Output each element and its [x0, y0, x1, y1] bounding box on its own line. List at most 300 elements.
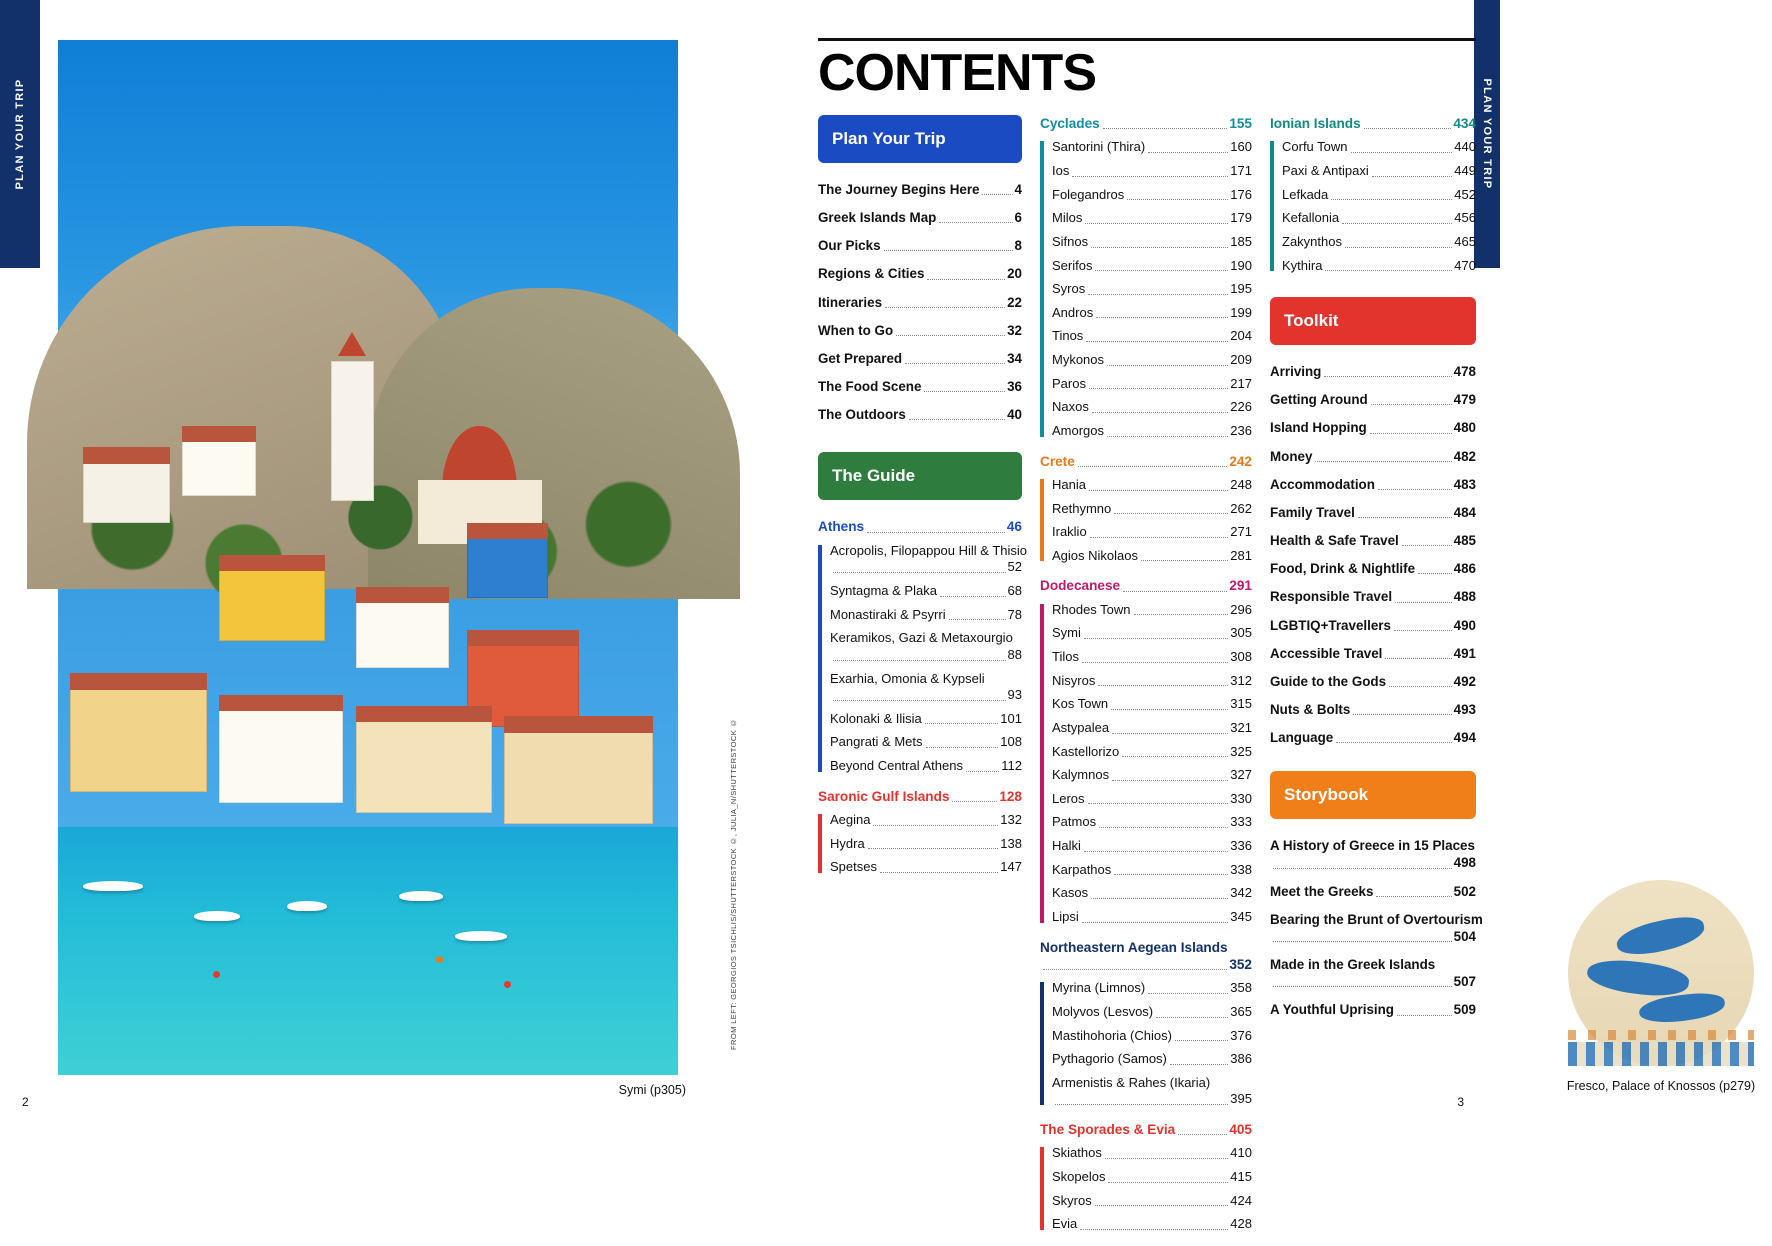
toc-page: 465 — [1454, 233, 1476, 249]
toc-entry[interactable] — [1052, 602, 1252, 619]
toc-label: Myrina (Limnos) — [1052, 980, 1146, 996]
toc-entry[interactable] — [1282, 139, 1476, 156]
toc-page: 160 — [1230, 139, 1252, 155]
leader-dots — [1148, 993, 1228, 994]
toc-entry[interactable] — [818, 406, 1022, 423]
leader-dots — [833, 572, 1006, 573]
leader-dots — [1078, 466, 1228, 467]
toc-section-sporades[interactable] — [1040, 1121, 1252, 1138]
toc-entry[interactable] — [1270, 588, 1476, 605]
toc-label: Itineraries — [818, 294, 883, 310]
toc-label: Ionian Islands — [1270, 116, 1361, 131]
toc-label: Hania — [1052, 476, 1086, 492]
toc-page: 498 — [1453, 855, 1476, 871]
toc-page: 8 — [1014, 238, 1022, 254]
photo-boat — [399, 891, 443, 901]
toc-entry[interactable] — [1052, 649, 1252, 666]
toc-entry[interactable] — [1270, 1001, 1476, 1018]
photo-building — [70, 684, 206, 792]
photo-building — [219, 706, 343, 803]
leader-dots — [1273, 941, 1452, 942]
leader-dots — [1043, 969, 1227, 970]
toc-page: 308 — [1230, 649, 1252, 665]
toc-label: Milos — [1052, 210, 1083, 226]
toc-entry[interactable] — [1270, 560, 1476, 577]
contents-column-1 — [818, 115, 1028, 1246]
leader-dots — [885, 307, 1005, 308]
toc-entry[interactable] — [1052, 1028, 1252, 1045]
toc-page: 52 — [1007, 559, 1022, 575]
toc-page: 485 — [1453, 533, 1476, 549]
leader-dots — [1418, 573, 1452, 574]
toc-page: 93 — [1007, 687, 1022, 703]
toc-page: 101 — [1000, 710, 1022, 726]
toc-entry[interactable] — [1270, 448, 1476, 465]
toc-label: Syntagma & Plaka — [830, 583, 937, 599]
toc-page: 242 — [1229, 453, 1252, 469]
toc-page: 46 — [1006, 519, 1022, 535]
toc-page: 147 — [1000, 859, 1022, 875]
leader-dots — [1082, 662, 1228, 663]
toc-page: 132 — [1000, 812, 1022, 828]
photo-building — [356, 716, 492, 813]
toc-page: 321 — [1230, 719, 1252, 735]
toc-page: 478 — [1453, 364, 1476, 380]
toc-entry[interactable] — [818, 322, 1022, 339]
toc-section-cyclades[interactable] — [1040, 115, 1252, 132]
leader-dots — [884, 250, 1013, 251]
toc-label: Northeastern Aegean Islands — [1040, 939, 1228, 955]
toc-label: Mastihohoria (Chios) — [1052, 1027, 1172, 1043]
toc-page: 78 — [1007, 606, 1022, 622]
badge-the-guide: The Guide — [818, 452, 1022, 500]
toc-entry[interactable] — [1052, 838, 1252, 855]
contents-column-2 — [1040, 115, 1252, 1246]
page-title: CONTENTS — [818, 44, 1096, 102]
leader-dots — [1336, 742, 1451, 743]
toc-page: 494 — [1453, 730, 1476, 746]
toc-label: LGBTIQ+Travellers — [1270, 617, 1391, 633]
athens-sub-list — [818, 542, 1028, 775]
leader-dots — [833, 700, 1006, 701]
toc-entry[interactable] — [830, 812, 1022, 829]
toc-entry[interactable] — [1270, 363, 1476, 380]
toc-entry[interactable] — [818, 378, 1022, 395]
toc-section-northeastern[interactable] — [1040, 939, 1252, 974]
leader-dots — [833, 660, 1006, 661]
leader-dots — [1273, 868, 1452, 869]
toc-label: Syros — [1052, 281, 1086, 297]
toc-label: Paxi & Antipaxi — [1282, 163, 1369, 179]
toc-entry[interactable] — [1270, 911, 1483, 945]
toc-entry[interactable] — [1270, 701, 1476, 718]
photo-building — [504, 727, 653, 824]
toc-entry[interactable] — [1052, 210, 1252, 227]
toc-section-crete[interactable] — [1040, 453, 1252, 470]
leader-dots — [924, 391, 1005, 392]
leader-dots — [909, 419, 1005, 420]
toc-entry[interactable] — [1270, 837, 1476, 871]
leader-dots — [1103, 128, 1228, 129]
side-tab-left-label: PLAN YOUR TRIP — [14, 78, 26, 190]
plan-your-trip-list — [818, 181, 1022, 423]
toc-label: Made in the Greek Islands — [1270, 957, 1436, 973]
toc-entry[interactable] — [830, 734, 1022, 751]
toc-label: Guide to the Gods — [1270, 673, 1387, 689]
toc-entry[interactable] — [1052, 885, 1252, 902]
toc-label: Ios — [1052, 163, 1070, 179]
toc-page: 291 — [1229, 578, 1252, 594]
leader-dots — [966, 771, 999, 772]
leader-dots — [1364, 128, 1452, 129]
toc-entry[interactable] — [818, 294, 1022, 311]
toc-label: Money — [1270, 448, 1313, 464]
title-rule — [818, 38, 1476, 41]
toc-entry[interactable] — [1270, 673, 1476, 690]
toc-page: 415 — [1230, 1169, 1252, 1185]
toc-label: Lefkada — [1282, 186, 1329, 202]
toc-page: 271 — [1230, 524, 1252, 540]
toc-page: 32 — [1007, 322, 1022, 338]
toc-entry[interactable] — [1270, 729, 1476, 746]
toc-page: 4 — [1014, 182, 1022, 197]
leader-dots — [1315, 461, 1451, 462]
toc-page: 405 — [1229, 1122, 1252, 1138]
toc-page: 128 — [999, 788, 1022, 804]
toc-page: 470 — [1454, 257, 1476, 273]
toc-page: 281 — [1230, 547, 1252, 563]
toc-page: 492 — [1453, 673, 1476, 689]
toc-entry[interactable] — [1270, 504, 1476, 521]
photo-roof — [70, 673, 206, 689]
toc-page: 68 — [1007, 583, 1022, 599]
toc-entry[interactable] — [830, 758, 1022, 775]
leader-dots — [1372, 176, 1453, 177]
toc-entry[interactable] — [1052, 305, 1252, 322]
toc-page: 490 — [1453, 617, 1476, 633]
toc-entry[interactable] — [818, 350, 1022, 367]
toc-page: 428 — [1230, 1216, 1252, 1232]
leader-dots — [1170, 1064, 1228, 1065]
toc-label: Naxos — [1052, 399, 1089, 415]
contents-column-3 — [1270, 115, 1483, 1246]
toc-entry[interactable] — [1270, 532, 1476, 549]
toc-entry[interactable] — [1052, 376, 1252, 393]
toc-page: 479 — [1453, 392, 1476, 408]
toc-label: Kolonaki & Ilisia — [830, 710, 922, 726]
photo-building — [356, 598, 449, 668]
leader-dots — [1148, 152, 1228, 153]
toc-entry[interactable] — [1282, 234, 1476, 251]
leader-dots — [949, 619, 1006, 620]
toc-page: 179 — [1230, 210, 1252, 226]
toc-entry[interactable] — [830, 542, 1028, 576]
toc-entry[interactable] — [1052, 1075, 1252, 1108]
toc-label: Kos Town — [1052, 696, 1109, 712]
toc-label: Kythira — [1282, 257, 1323, 273]
storybook-list — [1270, 837, 1483, 1018]
toc-entry[interactable] — [1270, 391, 1476, 408]
toc-entry[interactable] — [1052, 814, 1252, 831]
toc-entry[interactable] — [1052, 791, 1252, 808]
toc-entry[interactable] — [1282, 163, 1476, 180]
photo-boat — [194, 911, 240, 921]
toc-label: Dodecanese — [1040, 578, 1121, 594]
toc-page: 376 — [1230, 1027, 1252, 1043]
toc-entry[interactable] — [830, 607, 1022, 624]
toc-entry[interactable] — [1052, 862, 1252, 879]
toc-entry[interactable] — [1282, 258, 1476, 275]
leader-dots — [896, 335, 1005, 336]
toc-page: 226 — [1230, 399, 1252, 415]
photo-roof — [467, 630, 579, 646]
toc-label: Nuts & Bolts — [1270, 702, 1351, 718]
leader-dots — [926, 747, 999, 748]
toc-page: 484 — [1453, 504, 1476, 520]
toc-page: 327 — [1230, 767, 1252, 783]
leader-dots — [1178, 1134, 1227, 1135]
toc-section-ionian[interactable] — [1270, 115, 1476, 132]
toc-entry[interactable] — [1052, 1145, 1252, 1162]
toc-label: Kasos — [1052, 885, 1089, 901]
toc-entry[interactable] — [1052, 767, 1252, 784]
leader-dots — [905, 363, 1005, 364]
toc-label: Get Prepared — [818, 350, 903, 366]
leader-dots — [927, 279, 1005, 280]
leader-dots — [1378, 489, 1452, 490]
symi-photo — [58, 40, 678, 1075]
toc-label: Agios Nikolaos — [1052, 547, 1138, 563]
toc-label: Keramikos, Gazi & Metaxourgio — [830, 630, 1013, 646]
toc-entry[interactable] — [1052, 1004, 1252, 1021]
contents-columns — [818, 115, 1483, 1246]
photo-harbour-water — [58, 827, 678, 1075]
photo-roof — [83, 447, 170, 463]
leader-dots — [1324, 376, 1451, 377]
toc-entry[interactable] — [1052, 281, 1252, 298]
toc-entry[interactable] — [1270, 883, 1476, 900]
photo-caption: Symi (p305) — [618, 1083, 686, 1097]
toc-entry[interactable] — [1282, 210, 1476, 227]
leader-dots — [1090, 537, 1229, 538]
toc-label: Iraklio — [1052, 524, 1087, 540]
toc-page: 410 — [1230, 1145, 1252, 1161]
toolkit-list — [1270, 363, 1476, 746]
toc-entry[interactable] — [1270, 956, 1476, 990]
fresco-caption: Fresco, Palace of Knossos (p279) — [1566, 1079, 1756, 1093]
toc-entry[interactable] — [830, 583, 1022, 600]
page-number-right: 3 — [1457, 1095, 1464, 1109]
toc-entry[interactable] — [818, 237, 1022, 254]
toc-label: Tilos — [1052, 649, 1079, 665]
photo-boat — [455, 931, 507, 941]
toc-entry[interactable] — [1052, 139, 1252, 156]
badge-toolkit: Toolkit — [1270, 297, 1476, 345]
leader-dots — [873, 825, 998, 826]
toc-label: Leros — [1052, 790, 1085, 806]
leader-dots — [1112, 733, 1228, 734]
toc-entry[interactable] — [1052, 187, 1252, 204]
toc-entry[interactable] — [1052, 234, 1252, 251]
toc-entry[interactable] — [830, 630, 1022, 663]
leader-dots — [1331, 199, 1452, 200]
toc-label: Skiathos — [1052, 1145, 1102, 1161]
toc-label: Rethymno — [1052, 500, 1112, 516]
toc-entry[interactable] — [818, 209, 1022, 226]
toc-entry[interactable] — [830, 836, 1022, 853]
toc-label: Aegina — [830, 812, 871, 828]
toc-label: Pythagorio (Samos) — [1052, 1051, 1167, 1067]
toc-label: Acropolis, Filopappou Hill & Thisio — [830, 542, 1028, 558]
leader-dots — [1099, 827, 1228, 828]
toc-label: Zakynthos — [1282, 233, 1342, 249]
toc-label: Amorgos — [1052, 422, 1105, 438]
leader-dots — [1342, 223, 1452, 224]
toc-entry[interactable] — [1052, 1193, 1252, 1210]
toc-page: 112 — [1001, 758, 1022, 774]
leader-dots — [1095, 1205, 1229, 1206]
toc-label: A Youthful Uprising — [1270, 1002, 1394, 1018]
toc-entry[interactable] — [1270, 476, 1476, 493]
leader-dots — [939, 222, 1012, 223]
leader-dots — [940, 596, 1006, 597]
leader-dots — [867, 532, 1005, 533]
leader-dots — [1353, 714, 1451, 715]
toc-page: 176 — [1230, 186, 1252, 202]
toc-label: Karpathos — [1052, 861, 1112, 877]
toc-entry[interactable] — [1270, 419, 1476, 436]
toc-entry[interactable] — [1052, 909, 1252, 926]
toc-page: 236 — [1230, 422, 1252, 438]
toc-page: 456 — [1454, 210, 1476, 226]
leader-dots — [880, 872, 998, 873]
toc-label: Corfu Town — [1282, 139, 1348, 155]
toc-page: 199 — [1230, 304, 1252, 320]
toc-entry[interactable] — [1052, 328, 1252, 345]
toc-page: 338 — [1230, 861, 1252, 877]
toc-label: Getting Around — [1270, 392, 1368, 408]
toc-entry[interactable] — [830, 859, 1022, 876]
toc-entry[interactable] — [1052, 524, 1252, 541]
toc-page: 365 — [1230, 1003, 1252, 1019]
toc-label: Evia — [1052, 1216, 1078, 1232]
photo-building — [467, 533, 548, 598]
leader-dots — [1055, 1104, 1228, 1105]
toc-entry[interactable] — [1270, 645, 1476, 662]
toc-page: 488 — [1453, 589, 1476, 605]
leader-dots — [1175, 1040, 1228, 1041]
leader-dots — [1112, 780, 1228, 781]
toc-entry[interactable] — [1052, 1051, 1252, 1068]
toc-label: The Sporades & Evia — [1040, 1122, 1176, 1138]
toc-entry[interactable] — [1052, 423, 1252, 440]
toc-page: 305 — [1230, 625, 1252, 641]
leader-dots — [1085, 223, 1228, 224]
toc-label: Sifnos — [1052, 233, 1089, 249]
toc-page: 20 — [1007, 266, 1022, 282]
toc-entry[interactable] — [1052, 501, 1252, 518]
toc-page: 296 — [1230, 601, 1252, 617]
toc-page: 345 — [1230, 908, 1252, 924]
leader-dots — [925, 723, 999, 724]
toc-entry[interactable] — [1052, 1216, 1252, 1233]
dodecanese-sub-list — [1040, 602, 1252, 926]
toc-page: 336 — [1230, 838, 1252, 854]
left-page — [0, 0, 750, 1154]
dolphin-shape — [1638, 991, 1726, 1026]
toc-entry[interactable] — [1052, 744, 1252, 761]
photo-roof — [182, 426, 256, 442]
toc-entry[interactable] — [1282, 187, 1476, 204]
photo-buoy — [504, 981, 511, 988]
toc-entry[interactable] — [1052, 477, 1252, 494]
leader-dots — [1358, 517, 1452, 518]
toc-entry[interactable] — [1052, 980, 1252, 997]
toc-entry[interactable] — [1052, 673, 1252, 690]
toc-entry[interactable] — [1052, 352, 1252, 369]
toc-section-athens[interactable] — [818, 518, 1022, 535]
photo-boat — [287, 901, 327, 911]
toc-entry[interactable] — [1052, 163, 1252, 180]
toc-label: Responsible Travel — [1270, 589, 1393, 605]
leader-dots — [1096, 317, 1228, 318]
toc-label: Folegandros — [1052, 186, 1125, 202]
badge-storybook: Storybook — [1270, 771, 1476, 819]
photo-buoy — [436, 956, 443, 963]
toc-section-saronic[interactable] — [818, 788, 1022, 805]
toc-entry[interactable] — [1052, 625, 1252, 642]
toc-entry[interactable] — [1052, 1169, 1252, 1186]
toc-label: Health & Safe Travel — [1270, 533, 1399, 549]
toc-label: Language — [1270, 730, 1334, 746]
toc-entry[interactable] — [818, 265, 1022, 282]
leader-dots — [1134, 614, 1229, 615]
toc-label: Mykonos — [1052, 352, 1105, 368]
toc-entry[interactable] — [1052, 258, 1252, 275]
toc-page: 440 — [1454, 139, 1476, 155]
toc-page: 190 — [1230, 257, 1252, 273]
leader-dots — [1111, 709, 1228, 710]
toc-entry[interactable] — [818, 181, 1022, 198]
leader-dots — [1156, 1017, 1228, 1018]
toc-page: 209 — [1230, 352, 1252, 368]
toc-label: Paros — [1052, 375, 1086, 391]
toc-label: Nisyros — [1052, 672, 1096, 688]
right-page — [750, 0, 1756, 1232]
leader-dots — [1370, 433, 1452, 434]
toc-label: Skopelos — [1052, 1169, 1106, 1185]
toc-entry[interactable] — [1052, 720, 1252, 737]
leader-dots — [952, 801, 997, 802]
dolphin-shape — [1585, 955, 1691, 1001]
toc-page: 395 — [1230, 1091, 1252, 1107]
fresco-border-band — [1568, 1042, 1754, 1066]
toc-label: The Journey Begins Here — [818, 182, 980, 197]
toc-entry[interactable] — [830, 671, 1022, 704]
toc-label: Serifos — [1052, 257, 1093, 273]
toc-entry[interactable] — [1052, 399, 1252, 416]
leader-dots — [1086, 341, 1228, 342]
toc-entry[interactable] — [1270, 617, 1476, 634]
toc-section-dodecanese[interactable] — [1040, 577, 1252, 594]
side-tab-right-label: PLAN YOUR TRIP — [1481, 78, 1493, 190]
toc-entry[interactable] — [1052, 548, 1252, 565]
toc-entry[interactable] — [1052, 696, 1252, 713]
toc-entry[interactable] — [830, 711, 1022, 728]
photo-building — [83, 458, 170, 523]
leader-dots — [1273, 986, 1452, 987]
leader-dots — [1092, 412, 1228, 413]
